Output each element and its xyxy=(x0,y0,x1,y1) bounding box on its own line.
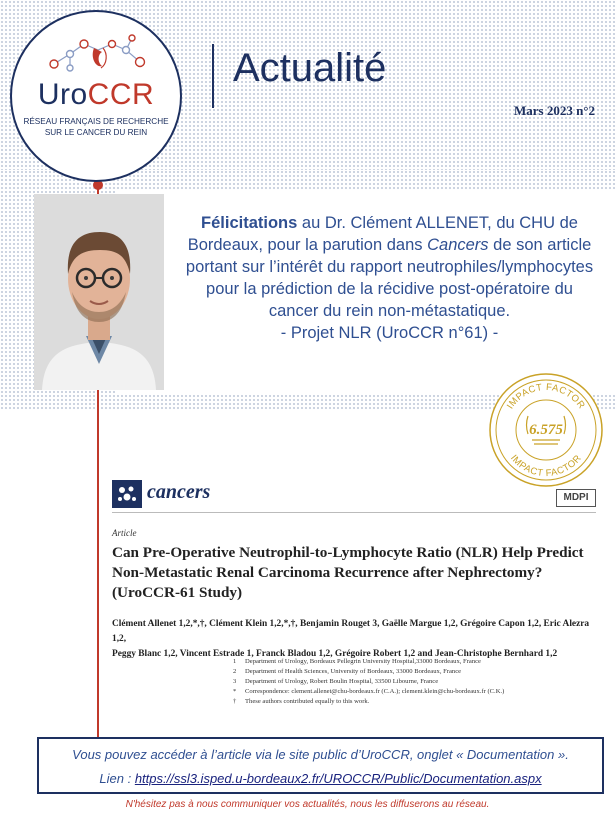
footer-note: N'hésitez pas à nous communiquer vos actualités, nous les diffuserons au réseau. xyxy=(125,799,490,810)
affiliation-item: * Correspondence: clement.allenet@chu-bordeaux.fr (C.A.); clement.klein@chu-bordeaux.fr (C.K.) xyxy=(233,688,505,695)
access-info-text: Vous pouvez accéder à l’article via le site public d’UroCCR, onglet « Documentation ». xyxy=(72,747,569,762)
affiliation-item: 3 Department of Urology, Robert Boulin Hospital, 33500 Libourne, France xyxy=(233,678,439,685)
logo-subtitle-line2: SUR LE CANCER DU REIN xyxy=(44,128,148,137)
seal-bottom-text: IMPACT FACTOR xyxy=(508,452,584,480)
announcement-project: - Projet NLR (UroCCR n°61) - xyxy=(280,324,499,342)
cancers-logo-icon xyxy=(112,480,142,508)
affiliation-item: 2 Department of Health Sciences, University of Bordeaux, 33000 Bordeaux, France xyxy=(233,668,462,675)
article-type: Article xyxy=(112,528,137,538)
announcement-text-part2: de son article portant sur l’intérêt du rapport neutrophiles/lymphocytes pour la prédiction de la récidive post-opératoire du cancer du rein non-métastatique. xyxy=(185,236,594,320)
affiliation-item: † These authors contributed equally to this work. xyxy=(233,698,370,705)
molecule-icon xyxy=(40,32,156,78)
authors-line-2: Peggy Blanc 1,2, Vincent Estrade 1, Franck Bladou 1,2, Grégoire Robert 1,2 and Jean-Christophe Bernhard 1,2 xyxy=(112,649,558,659)
announcement-text-part1: au Dr. Clément ALLENET, du CHU de Bordeaux, pour la parution dans xyxy=(187,214,578,254)
announcement-bold: Félicitations xyxy=(201,214,298,232)
authors-line-1: Clément Allenet 1,2,*,†, Clément Klein 1,2,*,†, Benjamin Rouget 3, Gaëlle Margue 1,2, Grégoire Capon 1,2, Eric Alezra 1,2, xyxy=(112,619,590,644)
seal-top-text: IMPACT FACTOR xyxy=(504,381,587,412)
access-link-row xyxy=(39,771,602,786)
journal-name: cancers xyxy=(147,481,211,503)
author-photo xyxy=(34,194,164,390)
article-title: Can Pre-Operative Neutrophil-to-Lymphocyte Ratio (NLR) Help Predict Non-Metastatic Renal Carcinoma Recurrence after Nephrectomy? (UroCCR-61 Study) xyxy=(112,544,584,601)
title-divider xyxy=(212,44,214,108)
affiliations-list xyxy=(233,657,603,707)
article-divider xyxy=(112,512,596,513)
issue-label: Mars 2023 n°2 xyxy=(513,103,595,118)
link-label: Lien : xyxy=(99,771,135,786)
announcement-text xyxy=(182,212,597,344)
seal-value: 6.575 xyxy=(529,422,563,438)
page-title: Actualité xyxy=(233,46,387,90)
affiliation-item: 1 Department of Urology, Bordeaux Pellegrin University Hospital,33000 Bordeaux, France xyxy=(233,658,481,665)
article-authors xyxy=(112,617,602,662)
documentation-link[interactable]: https://ssl3.isped.u-bordeaux2.fr/UROCCR/Public/Documentation.aspx xyxy=(134,771,542,786)
logo-subtitle-line1: RÉSEAU FRANÇAIS DE RECHERCHE xyxy=(23,117,169,126)
logo-wordmark: UroCCR xyxy=(37,78,155,111)
access-info-box xyxy=(37,737,604,794)
publisher-logo: MDPI xyxy=(556,489,596,507)
uroccr-logo xyxy=(10,10,182,182)
announcement-journal: Cancers xyxy=(427,236,489,254)
impact-factor-seal xyxy=(486,370,606,490)
